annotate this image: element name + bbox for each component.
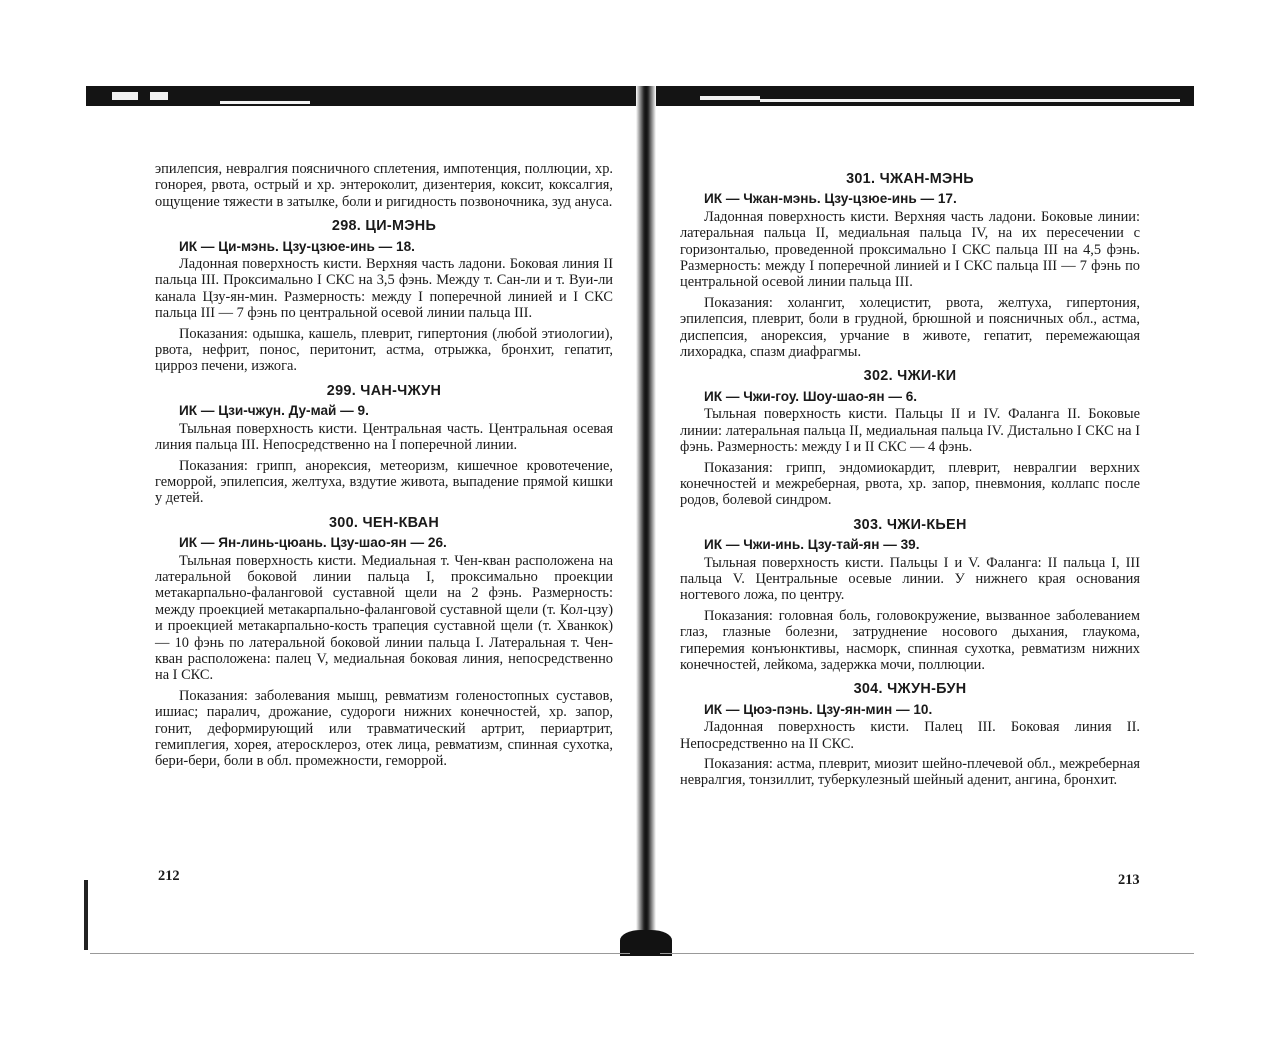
section-paragraph: Показания: одышка, кашель, плеврит, гипертония (любой этиологии), рвота, нефрит, понос, перитонит, астма, отрыжка, бронхит, гепатит, цирроз печени, изжога.	[155, 325, 613, 375]
section-title: 303. ЧЖИ-КЬЕН	[853, 516, 967, 533]
section-ik: ИК — Чжан-мэнь. Цзу-цзюе-инь — 17.	[704, 191, 957, 207]
section-paragraph: Показания: грипп, анорексия, метеоризм, кишечное кровотечение, геморрой, эпилепсия, желтуха, вздутие живота, выпадение прямой кишки у детей.	[155, 457, 613, 507]
page-number-right: 213	[1118, 872, 1140, 888]
left-page-edge	[84, 880, 88, 950]
band-notch	[220, 101, 310, 104]
section-title: 304. ЧЖУН-БУН	[853, 681, 967, 698]
section-302	[680, 368, 1140, 508]
section-ik: ИК — Цзи-чжун. Ду-май — 9.	[179, 403, 369, 419]
section-title: 302. ЧЖИ-КИ	[863, 368, 957, 385]
section-paragraph: Показания: заболевания мышц, ревматизм голеностопных суставов, ишиас; паралич, дрожание, судороги нижних конечностей, хр. запор, гонит, деформирующий или травматический артрит, периартрит, гемиплегия, хорея, атеросклероз, отек лица, ревматизм, спинная сухотка, бери-бери, боли в обл. промежности, геморрой.	[155, 687, 613, 770]
section-paragraph: Показания: грипп, эндомиокардит, плеврит, невралгии верхних конечностей и межреберная, рвота, хр. запор, пневмония, коллапс после родов, болевой синдром.	[680, 459, 1140, 509]
left-page-bottom-edge	[90, 953, 630, 954]
section-ik: ИК — Цюэ-пэнь. Цзу-ян-мин — 10.	[704, 701, 933, 717]
section-title: 298. ЦИ-МЭНЬ	[331, 218, 437, 235]
left-page	[155, 161, 613, 770]
section-paragraph: Показания: астма, плеврит, миозит шейно-плечевой обл., межреберная невралгия, тонзиллит, туберкулезный шейный аденит, ангина, бронхит.	[680, 756, 1140, 789]
section-paragraph: Тыльная поверхность кисти. Медиальная т. Чен-кван расположена на латеральной боковой линии пальца I, проксимально проекции метакарпально-фаланговой суставной щели на 2 фэнь. Размерность: между проекцией метакарпально-фаланговой суставной щели (т. Кол-цзу) и проекцией метакарпально-кость трапеция суставной щели (т. Хванкок) — 10 фэнь по латеральной боковой линии пальца I. Латеральная т. Чен-кван расположена: палец V, медиальная боковая линия, непосредственно на I СКС.	[155, 552, 613, 684]
section-title: 300. ЧЕН-КВАН	[328, 514, 440, 531]
page-number-left: 212	[158, 868, 180, 884]
band-notch	[760, 99, 1180, 102]
band-notch	[112, 92, 138, 100]
section-304	[680, 681, 1140, 788]
band-notch	[700, 96, 760, 100]
section-ik: ИК — Ян-линь-цюань. Цзу-шао-ян — 26.	[179, 535, 447, 551]
section-paragraph: Ладонная поверхность кисти. Верхняя часть ладони. Боковая линия II пальца III. Проксимально I СКС на 3,5 фэнь. Между т. Сан-ли и т. Вуи-ли канала Цзу-ян-мин. Размерность: между I поперечной линией и I СКС пальца III — 7 фэнь по центральной осевой линии пальца III.	[155, 256, 613, 322]
book-spine	[636, 86, 656, 956]
section-298	[155, 218, 613, 375]
section-299	[155, 383, 613, 507]
section-paragraph: Тыльная поверхность кисти. Пальцы II и IV. Фаланга II. Боковые линии: латеральная пальца II, медиальная пальца IV. Дистально I СКС на I фэнь. Размерность: между I и II СКС — 4 фэнь.	[680, 406, 1140, 456]
section-paragraph: Ладонная поверхность кисти. Палец III. Боковая линия II. Непосредственно на II СКС.	[680, 719, 1140, 752]
section-paragraph: Показания: холангит, холецистит, рвота, желтуха, гипертония, эпилепсия, плеврит, боли в грудной, брюшной и поясничных обл., астма, диспепсия, анорексия, урчание в животе, гепатит, перемежающая лихорадка, спазм диафрагмы.	[680, 294, 1140, 361]
section-paragraph: Показания: головная боль, головокружение, вызванное заболеванием глаз, глазные болезни, затруднение носового дыхания, глаукома, гиперемия конъюнктивы, насморк, спинная сухотка, ревматизм нижних конечностей, лейкома, задержка мочи, поллюции.	[680, 607, 1140, 673]
left-page-top-shadow	[86, 86, 638, 106]
section-300	[155, 515, 613, 770]
section-ik: ИК — Чжи-инь. Цзу-тай-ян — 39.	[704, 537, 920, 553]
section-paragraph: Тыльная поверхность кисти. Пальцы I и V. Фаланга: II пальца I, III пальца V. Центральные осевые линии. У нижнего края основания ногтевого ложа, по центру.	[680, 554, 1140, 604]
section-paragraph: Ладонная поверхность кисти. Верхняя часть ладони. Боковые линии: латеральная пальца II, медиальная пальца IV, на их пересечении с горизонталью, проведенной проксимально I СКС пальца III на 4,5 фэнь. Размерность: между I поперечной линией и I СКС пальца III — 7 фэнь по центральной осевой линии пальца III.	[680, 208, 1140, 291]
intro-paragraph: эпилепсия, невралгия поясничного сплетения, импотенция, поллюции, хр. гонорея, рвота, острый и хр. энтероколит, дизентерия, коксит, коксалгия, ощущение тяжести в затылке, боли и ригидность позвоночника, зуд ануса.	[155, 161, 613, 210]
right-page	[680, 171, 1140, 789]
section-303	[680, 517, 1140, 674]
section-ik: ИК — Ци-мэнь. Цзу-цзюе-инь — 18.	[179, 238, 415, 254]
section-ik: ИК — Чжи-гоу. Шоу-шао-ян — 6.	[704, 388, 918, 404]
section-title: 299. ЧАН-ЧЖУН	[326, 382, 442, 399]
band-notch	[150, 92, 168, 100]
section-301	[680, 171, 1140, 360]
section-title: 301. ЧЖАН-МЭНЬ	[846, 171, 974, 187]
right-page-bottom-edge	[660, 953, 1194, 954]
section-paragraph: Тыльная поверхность кисти. Центральная часть. Центральная осевая линия пальца III. Непосредственно на I поперечной линии.	[155, 420, 613, 454]
